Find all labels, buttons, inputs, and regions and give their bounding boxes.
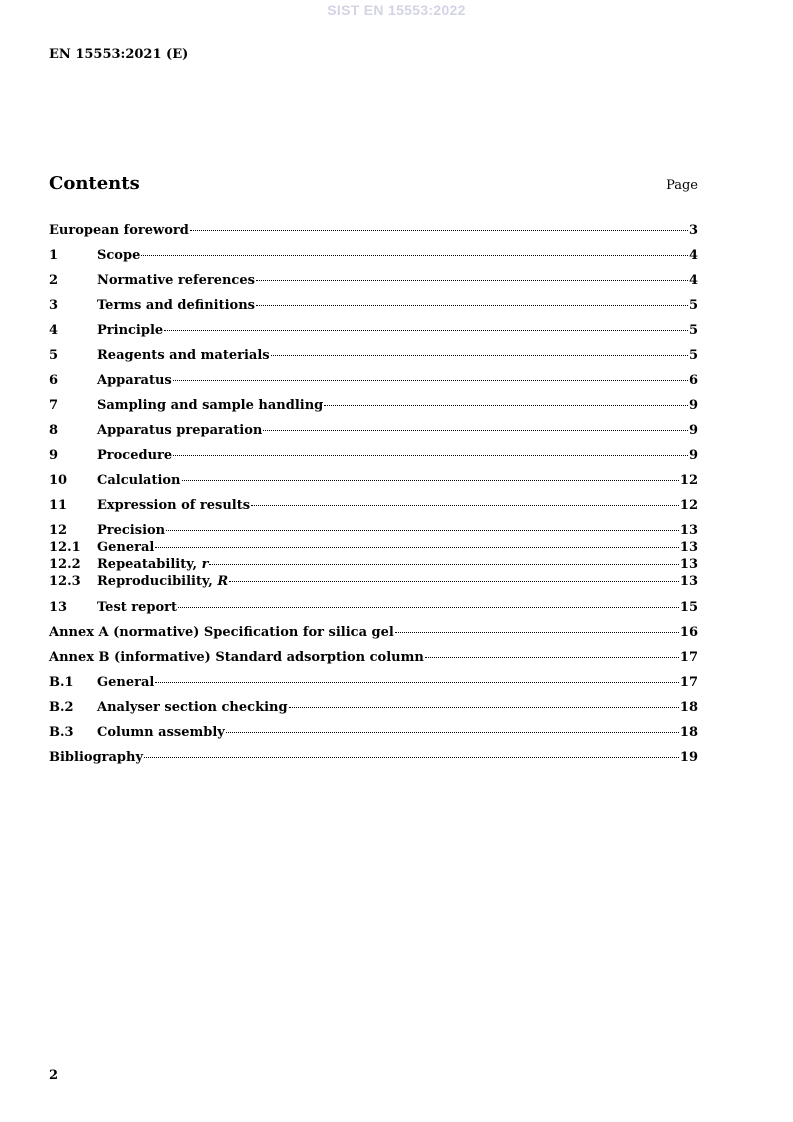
toc-entry-title-text: Calculation <box>97 473 181 488</box>
toc-entry-title <box>97 724 225 741</box>
toc-entry[interactable] <box>49 556 698 573</box>
toc-leader-dots <box>271 355 688 356</box>
toc-entry-title <box>97 372 172 389</box>
toc-entry-title <box>97 573 228 590</box>
toc-entry-number: 3 <box>49 298 59 313</box>
toc-entry-title <box>49 222 189 239</box>
toc-entry-number: 8 <box>49 423 59 438</box>
toc-leader-dots <box>155 547 679 548</box>
toc-leader-dots <box>173 380 688 381</box>
page-column-label: Page <box>666 178 698 193</box>
toc-entry-page: 5 <box>688 323 698 338</box>
toc-entry-number: B.2 <box>49 700 74 715</box>
toc-entry-title-symbol: R <box>217 574 229 589</box>
toc-entry[interactable] <box>49 573 698 590</box>
toc-entry-title-symbol: r <box>201 557 209 572</box>
toc-entry-title-text: Normative references <box>97 273 255 288</box>
toc-entry-title-text: Column assembly <box>97 725 225 740</box>
toc-entry-title-text: Analyser section checking <box>97 700 288 715</box>
toc-leader-dots <box>256 280 688 281</box>
toc-entry[interactable] <box>49 322 698 339</box>
toc-entry[interactable] <box>49 649 698 666</box>
toc-entry-number: 9 <box>49 448 59 463</box>
toc-entry-title <box>97 539 154 556</box>
toc-entry-title <box>97 699 288 716</box>
toc-leader-dots <box>141 255 688 256</box>
toc-leader-dots <box>182 480 679 481</box>
toc-leader-dots <box>178 607 679 608</box>
toc-entry-title-text: Annex A (normative) Specification for silica gel <box>49 625 394 640</box>
toc-entry-title-text: Apparatus <box>97 373 172 388</box>
toc-entry[interactable] <box>49 624 698 641</box>
toc-entry-number: 10 <box>49 473 68 488</box>
toc-entry-page: 18 <box>679 725 698 740</box>
toc-entry-number: 11 <box>49 498 68 513</box>
toc-entry-title <box>97 674 154 691</box>
toc-entry[interactable] <box>49 272 698 289</box>
toc-entry-page: 18 <box>679 700 698 715</box>
toc-entry-number: 12.3 <box>49 574 81 589</box>
toc-leader-dots <box>190 230 688 231</box>
toc-entry-title <box>97 447 172 464</box>
toc-entry-title-text: Annex B (informative) Standard adsorption column <box>49 650 424 665</box>
toc-entry-title-text: General <box>97 675 155 690</box>
toc-entry-title <box>97 347 270 364</box>
toc-entry[interactable] <box>49 397 698 414</box>
toc-entry-page: 9 <box>688 398 698 413</box>
toc-entry-title-text: Reproducibility, <box>97 574 218 589</box>
toc-entry-number: 6 <box>49 373 59 388</box>
toc-entry-title-text: Precision <box>97 523 166 538</box>
toc-entry[interactable] <box>49 347 698 364</box>
toc-entry-title-text: Repeatability, <box>97 557 202 572</box>
toc-entry[interactable] <box>49 699 698 716</box>
toc-entry-title <box>97 522 165 539</box>
toc-leader-dots <box>395 632 679 633</box>
toc-entry-title-text: Reagents and materials <box>97 348 270 363</box>
toc-entry-page: 15 <box>679 600 698 615</box>
toc-entry-title <box>49 749 143 766</box>
toc-entry[interactable] <box>49 297 698 314</box>
toc-leader-dots <box>229 581 679 582</box>
toc-entry-title-text: Apparatus preparation <box>97 423 263 438</box>
toc-entry-title-text: European foreword <box>49 223 189 238</box>
toc-leader-dots <box>164 330 688 331</box>
toc-entry-number: 7 <box>49 398 59 413</box>
toc-entry-title <box>97 497 250 514</box>
toc-entry[interactable] <box>49 472 698 489</box>
toc-entry-page: 12 <box>679 473 698 488</box>
toc-entry-page: 5 <box>688 298 698 313</box>
toc-entry-title-text: Procedure <box>97 448 173 463</box>
toc-entry-number: 1 <box>49 248 59 263</box>
toc-entry-number: 12.1 <box>49 540 81 555</box>
toc-entry-number: B.3 <box>49 725 74 740</box>
toc-entry-title <box>97 599 177 616</box>
toc-entry-title <box>97 272 255 289</box>
toc-leader-dots <box>251 505 679 506</box>
toc-leader-dots <box>209 564 678 565</box>
toc-entry-title-text: Expression of results <box>97 498 251 513</box>
toc-entry[interactable] <box>49 674 698 691</box>
toc-entry-page: 6 <box>688 373 698 388</box>
toc-entry-page: 4 <box>688 248 698 263</box>
toc-entry-page: 13 <box>679 574 698 589</box>
toc-entry-title-text: Principle <box>97 323 164 338</box>
toc-entry-page: 13 <box>679 523 698 538</box>
toc-entry-title <box>97 247 140 264</box>
toc-entry-title <box>97 397 323 414</box>
toc-entry[interactable] <box>49 372 698 389</box>
toc-entry[interactable] <box>49 497 698 514</box>
toc-entry-page: 19 <box>679 750 698 765</box>
toc-leader-dots <box>289 707 679 708</box>
toc-entry-title <box>97 472 181 489</box>
toc-entry-page: 13 <box>679 557 698 572</box>
toc-entry-page: 9 <box>688 448 698 463</box>
toc-entry[interactable] <box>49 447 698 464</box>
contents-heading: Contents <box>49 173 140 194</box>
toc-leader-dots <box>425 657 679 658</box>
toc-entry-title-text: Sampling and sample handling <box>97 398 324 413</box>
toc-entry-title-text: Terms and definitions <box>97 298 255 313</box>
toc-entry[interactable] <box>49 724 698 741</box>
toc-leader-dots <box>173 455 688 456</box>
toc-entry-number: 5 <box>49 348 59 363</box>
toc-leader-dots <box>256 305 688 306</box>
toc-entry-title <box>49 649 424 666</box>
toc-entry[interactable] <box>49 522 698 539</box>
page-number: 2 <box>49 1068 59 1083</box>
toc-entry[interactable] <box>49 749 698 766</box>
toc-entry-number: B.1 <box>49 675 74 690</box>
toc-entry-title-text: Bibliography <box>49 750 144 765</box>
toc-leader-dots <box>226 732 679 733</box>
toc-entry-number: 4 <box>49 323 59 338</box>
toc-entry-number: 2 <box>49 273 59 288</box>
toc-entry-page: 12 <box>679 498 698 513</box>
toc-entry-page: 16 <box>679 625 698 640</box>
toc-entry-number: 13 <box>49 600 68 615</box>
toc-entry-title <box>97 556 208 573</box>
watermark: SIST EN 15553:2022 <box>327 2 466 18</box>
toc-leader-dots <box>324 405 688 406</box>
toc-entry[interactable] <box>49 599 698 616</box>
toc-leader-dots <box>263 430 688 431</box>
toc-entry[interactable] <box>49 222 698 239</box>
toc-entry-page: 3 <box>688 223 698 238</box>
toc-entry-title <box>97 422 262 439</box>
toc-leader-dots <box>166 530 679 531</box>
toc-entry-title <box>49 624 394 641</box>
toc-leader-dots <box>144 757 679 758</box>
toc-entry[interactable] <box>49 247 698 264</box>
document-id: EN 15553:2021 (E) <box>49 47 189 62</box>
toc-entry-page: 9 <box>688 423 698 438</box>
toc-entry[interactable] <box>49 422 698 439</box>
toc-entry-title <box>97 297 255 314</box>
toc-entry-title-text: Scope <box>97 248 141 263</box>
table-of-contents <box>49 222 698 766</box>
toc-entry-title-text: Test report <box>97 600 178 615</box>
toc-entry-page: 5 <box>688 348 698 363</box>
toc-entry-number: 12 <box>49 523 68 538</box>
toc-entry-page: 13 <box>679 540 698 555</box>
toc-entry-title-text: General <box>97 540 155 555</box>
toc-entry-page: 17 <box>679 675 698 690</box>
toc-leader-dots <box>155 682 679 683</box>
toc-entry-page: 17 <box>679 650 698 665</box>
toc-entry-number: 12.2 <box>49 557 81 572</box>
toc-entry-title <box>97 322 163 339</box>
toc-entry-page: 4 <box>688 273 698 288</box>
toc-entry[interactable] <box>49 539 698 556</box>
